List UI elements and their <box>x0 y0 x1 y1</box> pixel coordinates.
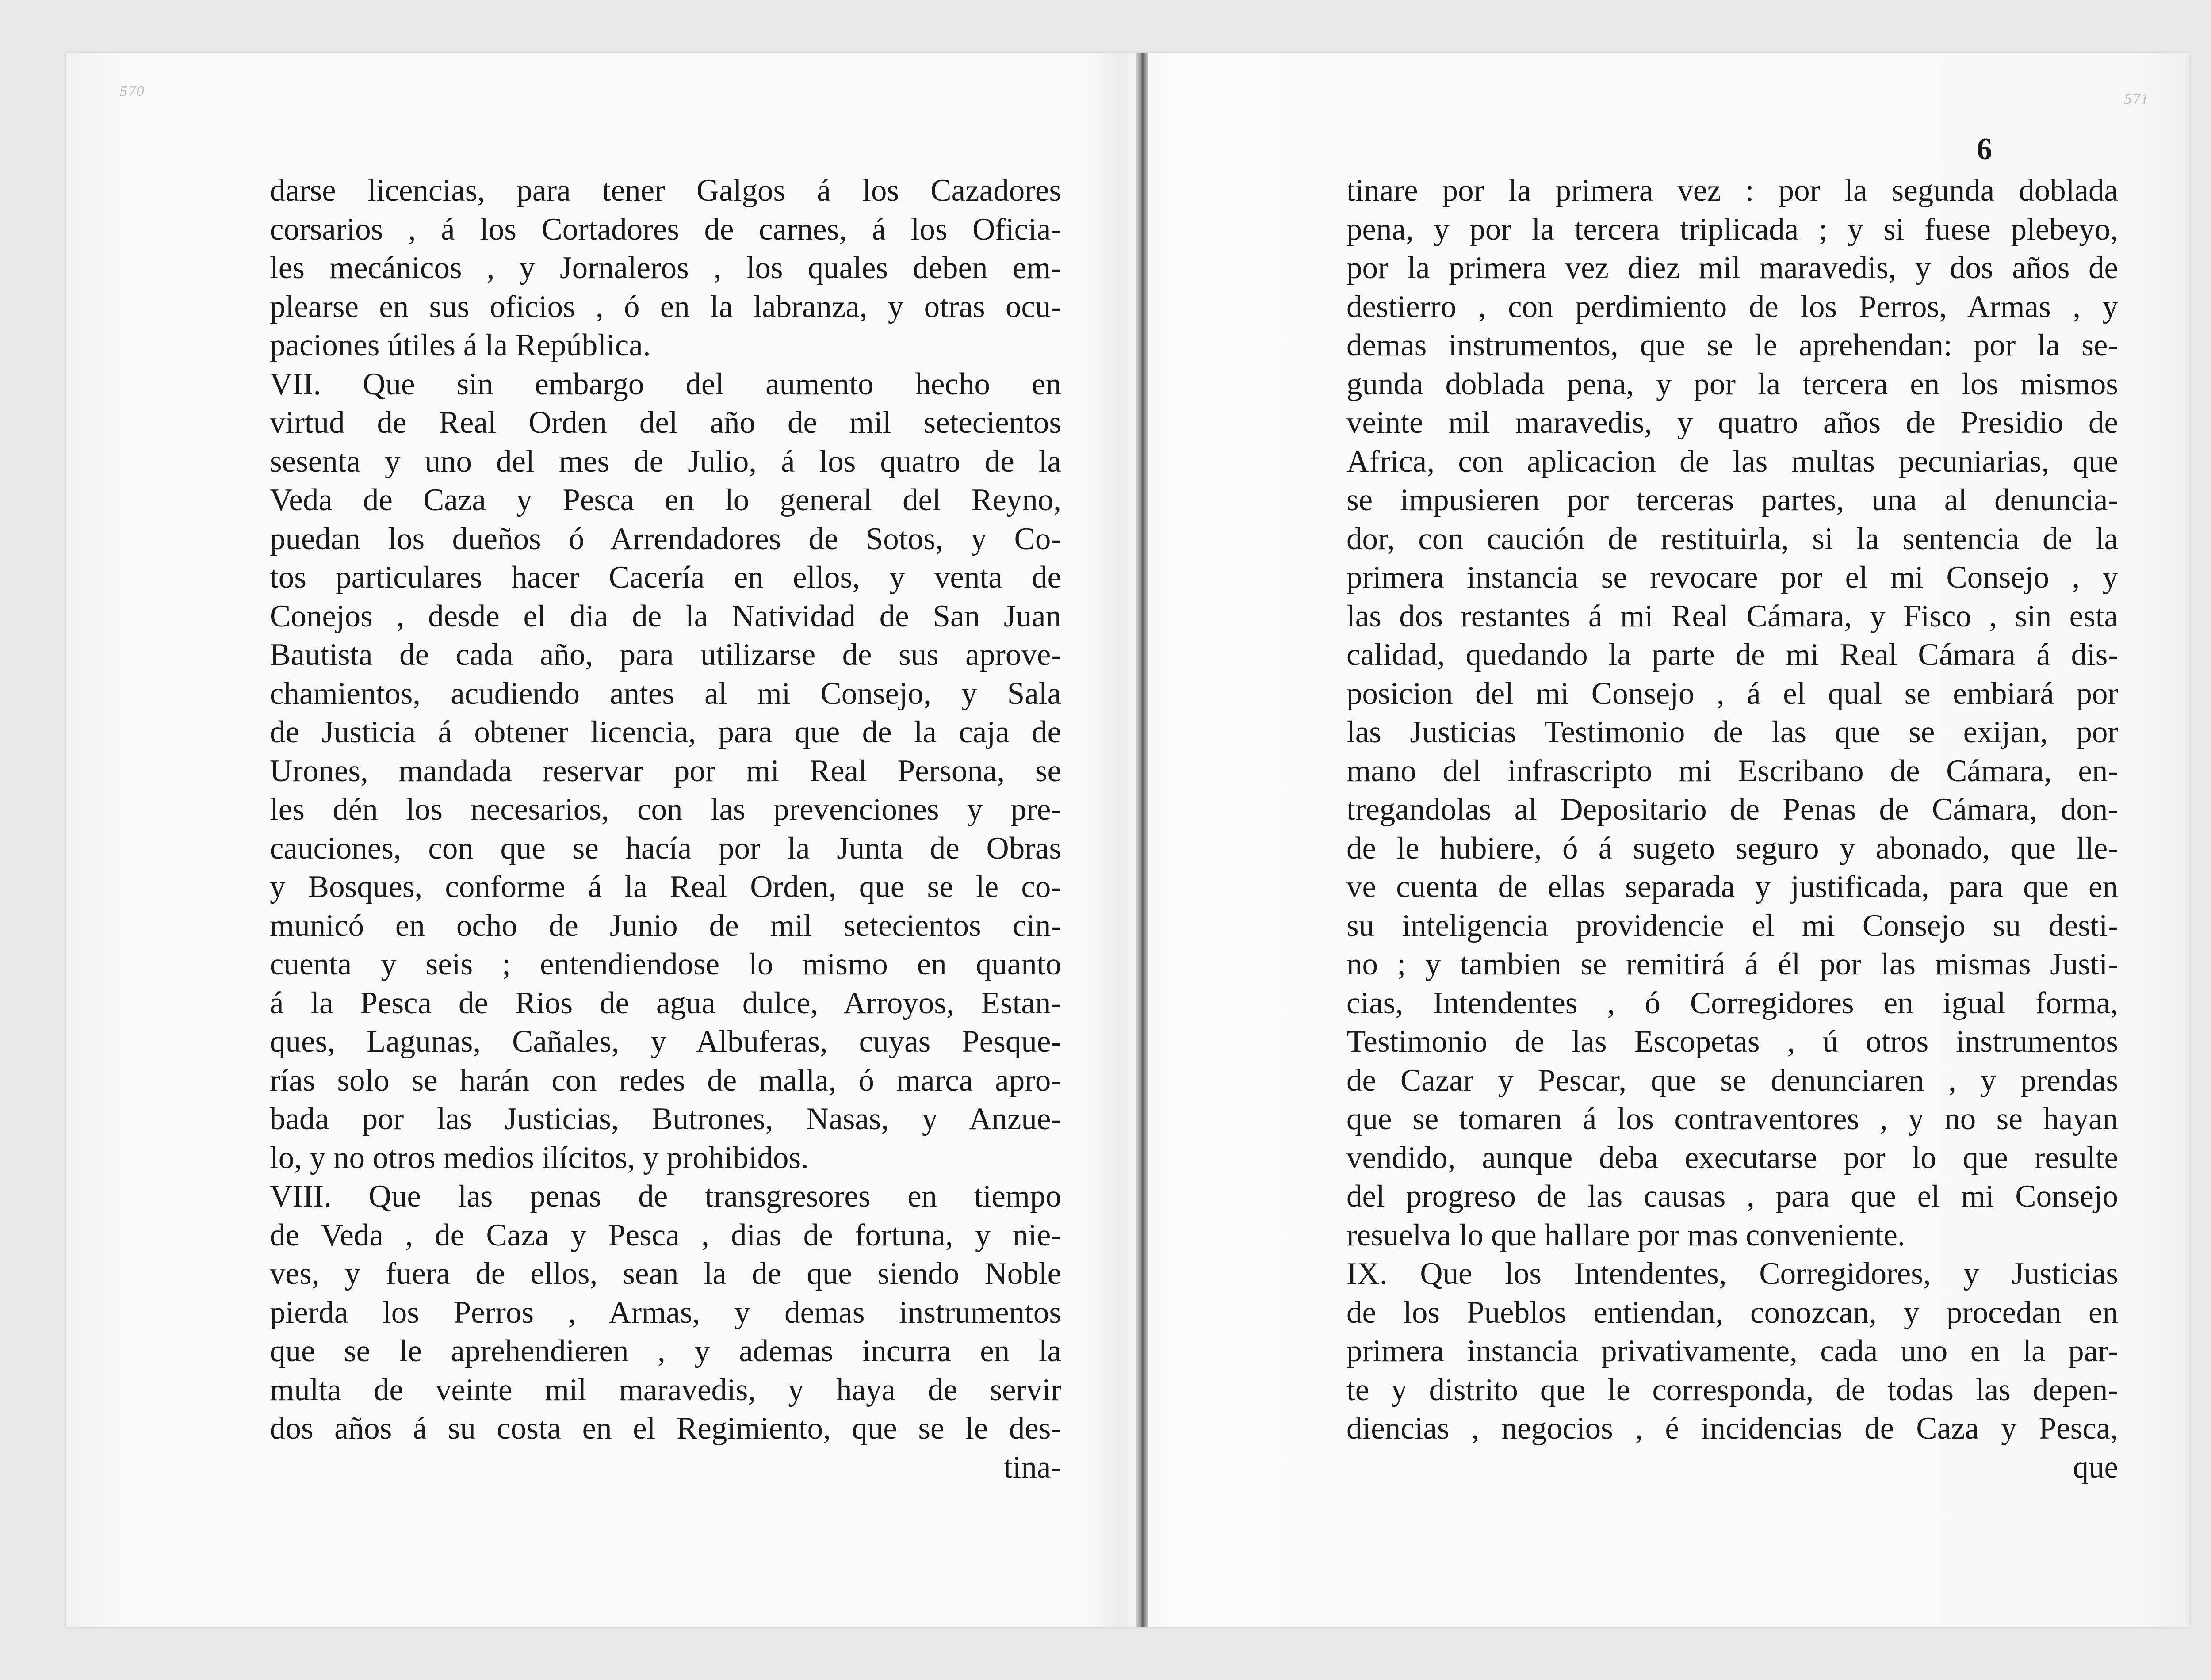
text-line: á la Pesca de Rios de agua dulce, Arroyos, Estan- <box>270 985 1061 1020</box>
text-line: cauciones, con que se hacía por la Junta de Obras <box>270 831 1061 866</box>
text-line: dos años á su costa en el Regimiento, que se le des- <box>270 1411 1061 1446</box>
text-line: darse licencias, para tener Galgos á los Cazadores <box>270 173 1061 208</box>
text-line: demas instrumentos, que se le aprehendan: por la se- <box>1346 328 2118 363</box>
text-line: corsarios , á los Cortadores de carnes, á los Oficia- <box>270 212 1061 247</box>
text-line: cuenta y seis ; entendiendose lo mismo en quanto <box>270 947 1061 981</box>
text-line: cias, Intendentes , ó Corregidores en igual forma, <box>1346 985 2118 1020</box>
text-line: puedan los dueños ó Arrendadores de Sotos, y Co- <box>270 521 1061 556</box>
manuscript-folio-right: 571 <box>2123 92 2149 107</box>
text-line: las dos restantes á mi Real Cámara, y Fisco , sin esta <box>1346 599 2118 634</box>
text-line: Urones, mandada reservar por mi Real Persona, se <box>270 753 1061 788</box>
text-line: las Justicias Testimonio de las que se exijan, por <box>1346 715 2118 749</box>
text-line: posicion del mi Consejo , á el qual se embiará por <box>1346 676 2118 711</box>
text-line: primera instancia privativamente, cada uno en la par- <box>1346 1334 2118 1368</box>
text-line: ves, y fuera de ellos, sean la de que siendo Noble <box>270 1256 1061 1291</box>
text-line: no ; y tambien se remitirá á él por las mismas Justi- <box>1346 947 2118 981</box>
text-line: te y distrito que le corresponda, de todas las depen- <box>1346 1372 2118 1407</box>
text-line: bada por las Justicias, Butrones, Nasas, y Anzue- <box>270 1102 1061 1136</box>
text-line: Bautista de cada año, para utilizarse de sus aprove- <box>270 638 1061 672</box>
text-line: Conejos , desde el dia de la Natividad de San Juan <box>270 599 1061 634</box>
page-number: 6 <box>1977 132 1992 166</box>
text-line: Veda de Caza y Pesca en lo general del Reyno, <box>270 483 1061 517</box>
text-line: VIII. Que las penas de transgresores en tiempo <box>270 1179 1061 1214</box>
text-line: multa de veinte mil maravedis, y haya de servir <box>270 1372 1061 1407</box>
text-line: de Cazar y Pescar, que se denunciaren , y prendas <box>1346 1063 2118 1098</box>
text-line: de Justicia á obtener licencia, para que de la caja de <box>270 715 1061 749</box>
text-line: Africa, con aplicacion de las multas pecuniarias, que <box>1346 444 2118 479</box>
text-line: sesenta y uno del mes de Julio, á los quatro de la <box>270 444 1061 479</box>
text-line: les dén los necesarios, con las prevenciones y pre- <box>270 792 1061 827</box>
text-line: virtud de Real Orden del año de mil setecientos <box>270 405 1061 440</box>
text-line: calidad, quedando la parte de mi Real Cámara á dis- <box>1346 638 2118 672</box>
text-line: rías solo se harán con redes de malla, ó marca apro- <box>270 1063 1061 1098</box>
catchword: tina- <box>1003 1450 1061 1485</box>
text-line: tregandolas al Depositario de Penas de Cámara, don- <box>1346 792 2118 827</box>
text-line: IX. Que los Intendentes, Corregidores, y Justicias <box>1346 1256 2118 1291</box>
text-line: su inteligencia providencie el mi Consejo su desti- <box>1346 908 2118 943</box>
text-line: VII. Que sin embargo del aumento hecho en <box>270 367 1061 401</box>
text-line: ques, Lagunas, Cañales, y Albuferas, cuyas Pesque- <box>270 1024 1061 1059</box>
text-line: Testimonio de las Escopetas , ú otros instrumentos <box>1346 1024 2118 1059</box>
text-line: plearse en sus oficios , ó en la labranza, y otras ocu- <box>270 289 1061 324</box>
text-line: vendido, aunque deba executarse por lo que resulte <box>1346 1140 2118 1175</box>
text-line: por la primera vez diez mil maravedis, y dos años de <box>1346 251 2118 285</box>
text-line: chamientos, acudiendo antes al mi Consejo, y Sala <box>270 676 1061 711</box>
right-page-text <box>1346 172 2118 1487</box>
text-line: y Bosques, conforme á la Real Orden, que se le co- <box>270 870 1061 904</box>
text-line: les mecánicos , y Jornaleros , los quales deben em- <box>270 251 1061 285</box>
text-line: tos particulares hacer Cacería en ellos, y venta de <box>270 560 1061 595</box>
book-spread <box>66 53 2189 1627</box>
text-line: de los Pueblos entiendan, conozcan, y procedan en <box>1346 1295 2118 1330</box>
text-line: de Veda , de Caza y Pesca , dias de fortuna, y nie- <box>270 1218 1061 1252</box>
text-line: resuelva lo que hallare por mas conveniente. <box>1346 1218 1905 1252</box>
catchword: que <box>2073 1450 2118 1485</box>
text-line: primera instancia se revocare por el mi Consejo , y <box>1346 560 2118 595</box>
text-line: destierro , con perdimiento de los Perros, Armas , y <box>1346 289 2118 324</box>
text-line: que se le aprehendieren , y ademas incurra en la <box>270 1334 1061 1368</box>
text-line: veinte mil maravedis, y quatro años de Presidio de <box>1346 405 2118 440</box>
text-line: dor, con caución de restituirla, si la sentencia de la <box>1346 521 2118 556</box>
text-line: ve cuenta de ellas separada y justificada, para que en <box>1346 870 2118 904</box>
text-line: tinare por la primera vez : por la segunda doblada <box>1346 173 2118 208</box>
right-page <box>1145 53 2189 1627</box>
manuscript-folio-left: 570 <box>119 84 145 99</box>
left-page <box>66 53 1136 1627</box>
text-line: municó en ocho de Junio de mil setecientos cin- <box>270 908 1061 943</box>
text-line: diencias , negocios , é incidencias de Caza y Pesca, <box>1346 1411 2118 1446</box>
text-line: lo, y no otros medios ilícitos, y prohibidos. <box>270 1140 809 1175</box>
text-line: gunda doblada pena, y por la tercera en los mismos <box>1346 367 2118 401</box>
text-line: pena, y por la tercera triplicada ; y si fuese plebeyo, <box>1346 212 2118 247</box>
text-line: que se tomaren á los contraventores , y no se hayan <box>1346 1102 2118 1136</box>
text-line: mano del infrascripto mi Escribano de Cámara, en- <box>1346 753 2118 788</box>
text-line: de le hubiere, ó á sugeto seguro y abonado, que lle- <box>1346 831 2118 866</box>
text-line: paciones útiles á la República. <box>270 328 651 363</box>
text-line: pierda los Perros , Armas, y demas instrumentos <box>270 1295 1061 1330</box>
left-page-text <box>270 172 1061 1487</box>
text-line: se impusieren por terceras partes, una al denuncia- <box>1346 483 2118 517</box>
text-line: del progreso de las causas , para que el mi Consejo <box>1346 1179 2118 1214</box>
